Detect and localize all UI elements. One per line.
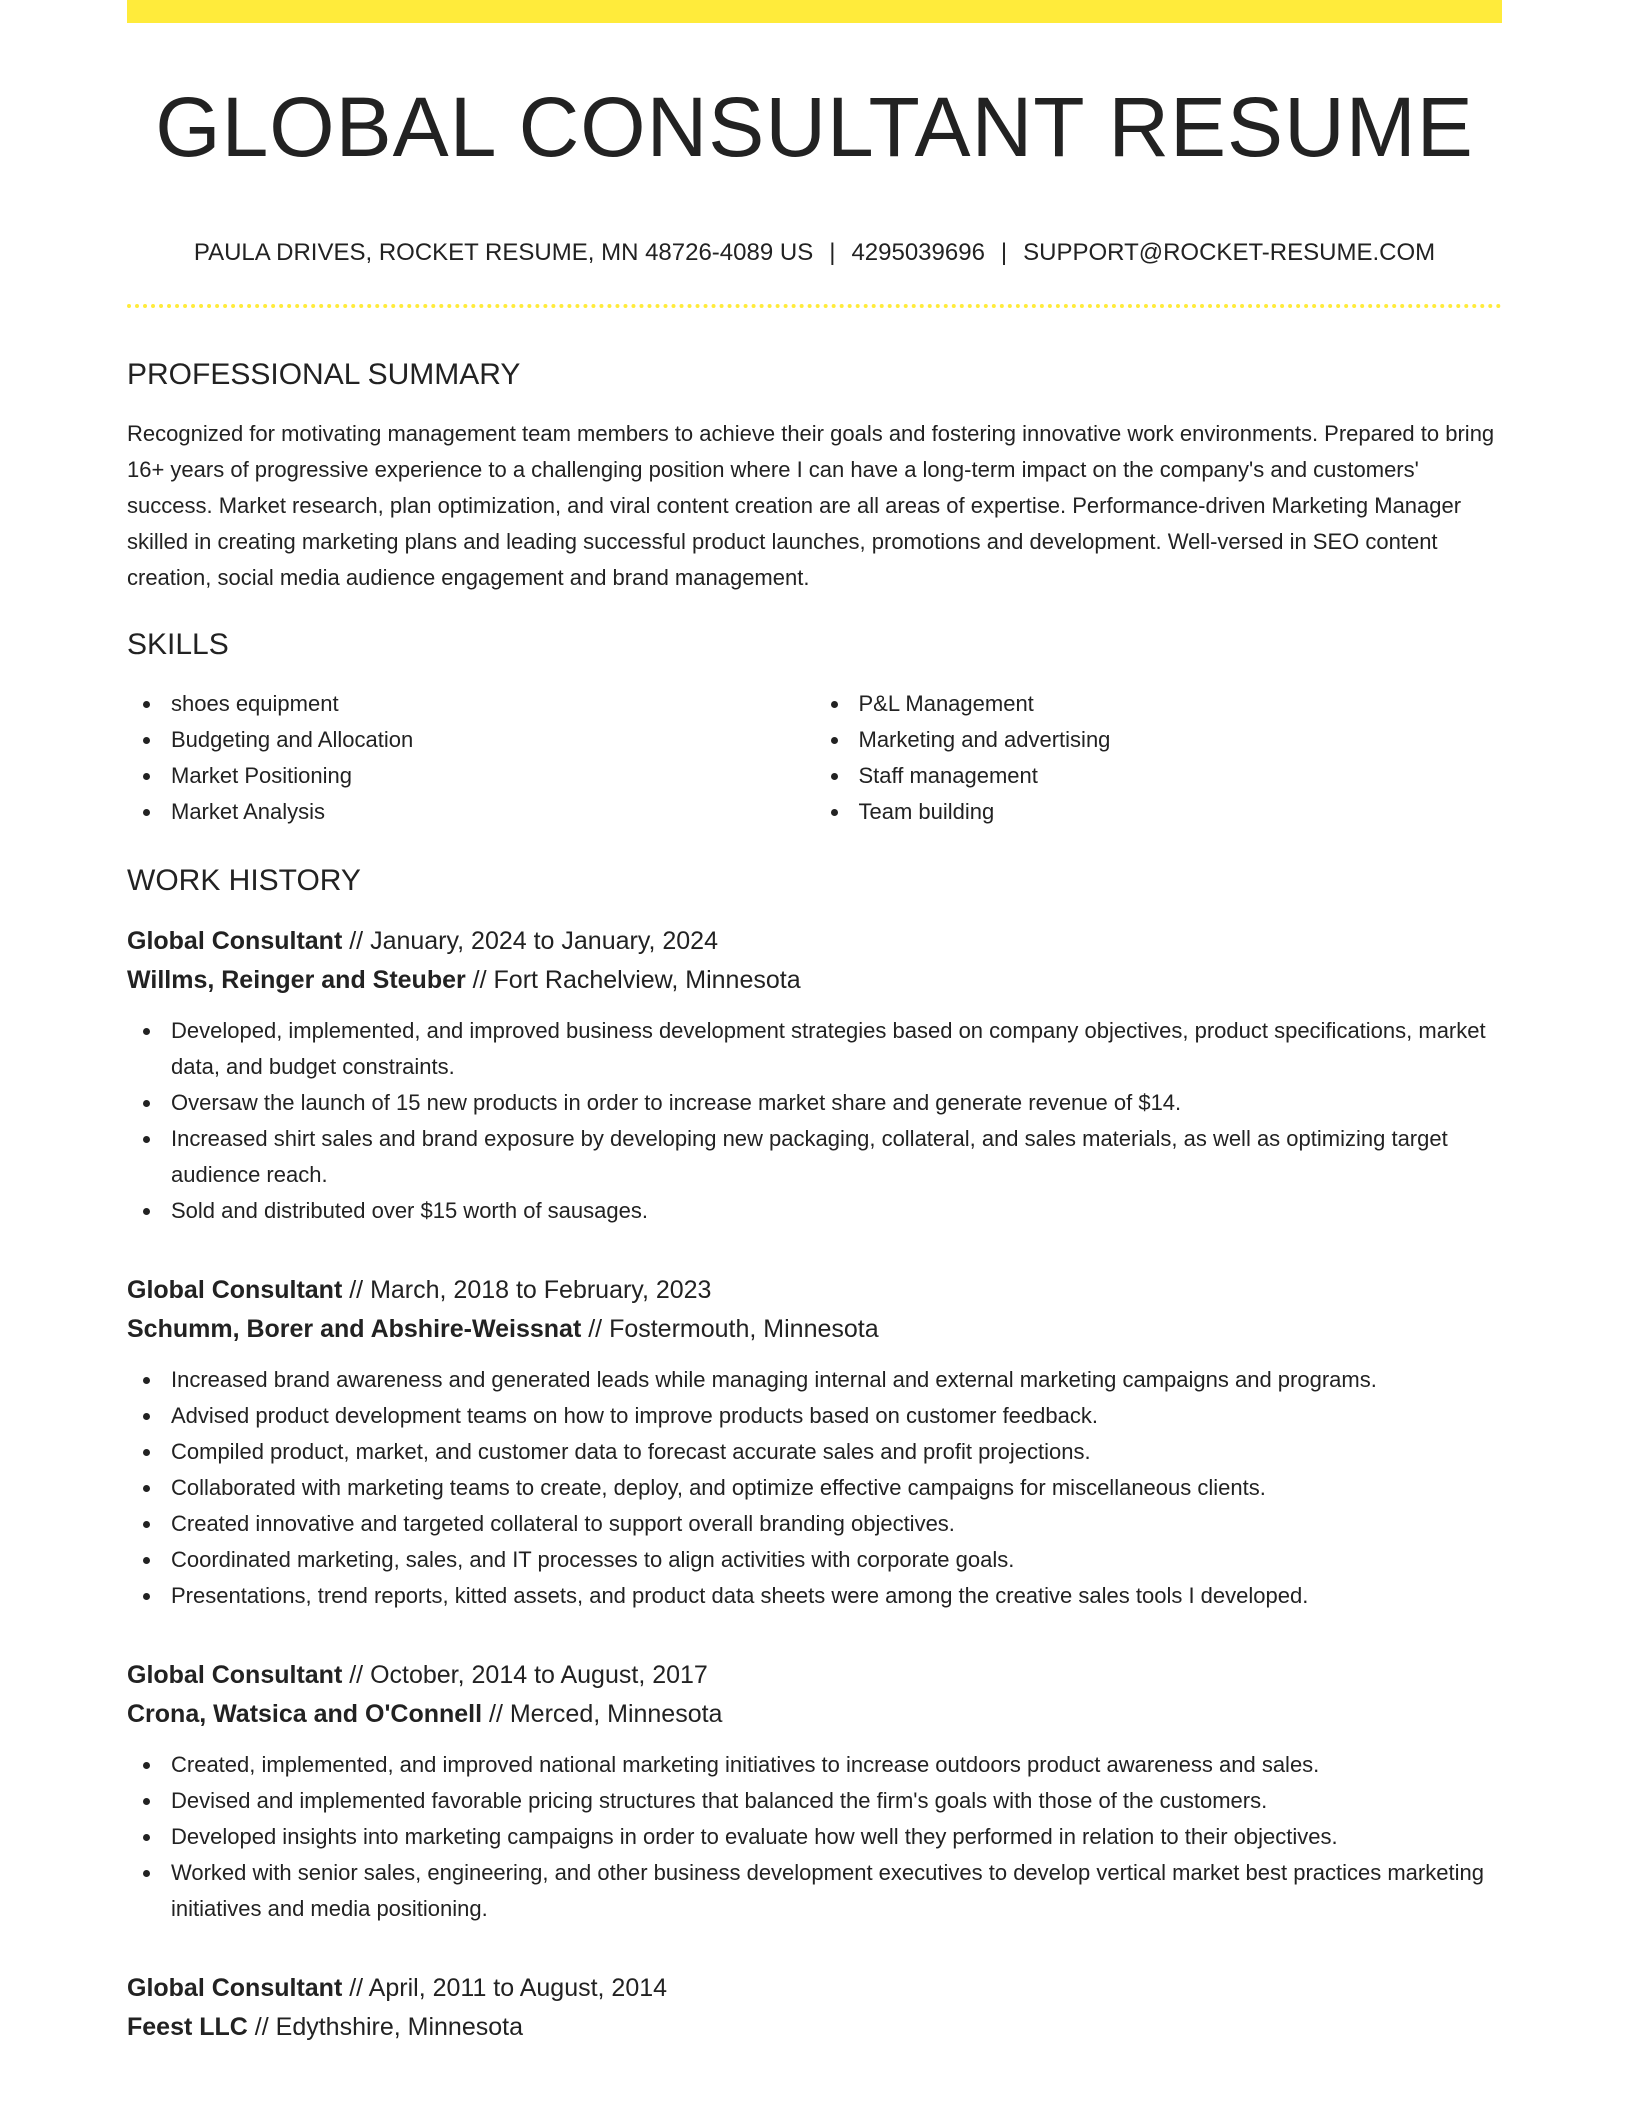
job-dates: // October, 2014 to August, 2017 [342, 1661, 708, 1689]
job-bullet: Oversaw the launch of 15 new products in order to increase market share and generate revenue of $14. [127, 1085, 1502, 1121]
skills-heading: SKILLS [127, 628, 229, 661]
summary-text: Recognized for motivating management team members to achieve their goals and fostering innovative work environments. Prepared to bring 16+ years of progressive experience to a challenging position where I can have a long-term impact on the company's and customers' success. Market research, plan optimization, and viral content creation are all areas of expertise. Performance-driven Marketing Manager skilled in creating marketing plans and leading successful product launches, promotions and development. Well-versed in SEO content creation, social media audience engagement and brand management. [127, 421, 1495, 590]
skill-item: Market Analysis [127, 794, 815, 830]
dotted-divider [127, 304, 1502, 308]
job-location: // Edythshire, Minnesota [247, 2013, 523, 2041]
skill-item: Team building [815, 794, 1503, 830]
job-bullet: Developed insights into marketing campaigns in order to evaluate how well they performed in relation to their objectives. [127, 1819, 1502, 1855]
job-bullet: Worked with senior sales, engineering, and other business development executives to develop vertical market best practices marketing initiatives and media positioning. [127, 1855, 1502, 1927]
contact-separator: | [829, 239, 836, 266]
job-bullet: Advised product development teams on how to improve products based on customer feedback. [127, 1398, 1502, 1434]
work-history-heading: WORK HISTORY [127, 864, 361, 897]
skills-columns [127, 686, 1502, 830]
job-entry [127, 1656, 1502, 1927]
contact-address: PAULA DRIVES, ROCKET RESUME, MN 48726-4089 US [193, 239, 814, 266]
skill-item: Marketing and advertising [815, 722, 1503, 758]
skill-item: P&L Management [815, 686, 1503, 722]
skill-item: shoes equipment [127, 686, 815, 722]
job-bullet: Increased brand awareness and generated leads while managing internal and external marketing campaigns and programs. [127, 1362, 1502, 1398]
skill-item: Budgeting and Allocation [127, 722, 815, 758]
job-location: // Fostermouth, Minnesota [581, 1315, 879, 1343]
job-title-line [127, 1969, 1502, 2008]
contact-line [127, 241, 1502, 265]
job-title-line [127, 1656, 1502, 1695]
skills-list-left [127, 686, 815, 830]
job-bullet: Collaborated with marketing teams to create, deploy, and optimize effective campaigns for miscellaneous clients. [127, 1470, 1502, 1506]
top-accent-bar [127, 0, 1502, 23]
job-bullet: Compiled product, market, and customer data to forecast accurate sales and profit projections. [127, 1434, 1502, 1470]
skills-list-right [815, 686, 1503, 830]
skill-item: Staff management [815, 758, 1503, 794]
job-bullet: Increased shirt sales and brand exposure by developing new packaging, collateral, and sales materials, as well as optimizing target audience reach. [127, 1121, 1502, 1193]
job-location: // Merced, Minnesota [482, 1700, 723, 1728]
job-title: Global Consultant [127, 1276, 343, 1304]
summary-heading: PROFESSIONAL SUMMARY [127, 358, 521, 391]
job-bullets [127, 1013, 1502, 1229]
job-title-line [127, 1271, 1502, 1310]
resume-page [127, 0, 1502, 2047]
job-dates: // January, 2024 to January, 2024 [342, 927, 718, 955]
job-bullet: Developed, implemented, and improved business development strategies based on company objectives, product specifications, market data, and budget constraints. [127, 1013, 1502, 1085]
job-bullets [127, 1362, 1502, 1614]
resume-title: GLOBAL CONSULTANT RESUME [155, 80, 1474, 174]
summary-section [127, 360, 1502, 596]
job-company: Feest LLC [127, 2013, 248, 2041]
job-bullet: Sold and distributed over $15 worth of sausages. [127, 1193, 1502, 1229]
job-title: Global Consultant [127, 1661, 343, 1689]
contact-phone: 4295039696 [851, 239, 985, 266]
contact-email: SUPPORT@ROCKET-RESUME.COM [1023, 239, 1436, 266]
job-title-line [127, 922, 1502, 961]
job-entry [127, 1271, 1502, 1614]
skills-section [127, 630, 1502, 830]
work-history-section [127, 866, 1502, 2047]
job-bullet: Coordinated marketing, sales, and IT processes to align activities with corporate goals. [127, 1542, 1502, 1578]
job-title: Global Consultant [127, 927, 343, 955]
job-company: Crona, Watsica and O'Connell [127, 1700, 483, 1728]
job-dates: // April, 2011 to August, 2014 [342, 1974, 668, 2002]
job-entry [127, 1969, 1502, 2047]
job-bullet: Created innovative and targeted collateral to support overall branding objectives. [127, 1506, 1502, 1542]
job-company: Schumm, Borer and Abshire-Weissnat [127, 1315, 582, 1343]
job-company-line [127, 2008, 1502, 2047]
job-company-line [127, 961, 1502, 1000]
job-company-line [127, 1695, 1502, 1734]
job-title: Global Consultant [127, 1974, 343, 2002]
job-company: Willms, Reinger and Steuber [127, 966, 466, 994]
job-bullets [127, 1747, 1502, 1927]
skill-item: Market Positioning [127, 758, 815, 794]
job-bullet: Created, implemented, and improved national marketing initiatives to increase outdoors product awareness and sales. [127, 1747, 1502, 1783]
job-entry [127, 922, 1502, 1229]
job-bullet: Presentations, trend reports, kitted assets, and product data sheets were among the creative sales tools I developed. [127, 1578, 1502, 1614]
contact-separator: | [1000, 239, 1008, 266]
job-dates: // March, 2018 to February, 2023 [342, 1276, 712, 1304]
job-company-line [127, 1310, 1502, 1349]
job-bullet: Devised and implemented favorable pricing structures that balanced the firm's goals with those of the customers. [127, 1783, 1502, 1819]
job-location: // Fort Rachelview, Minnesota [465, 966, 801, 994]
